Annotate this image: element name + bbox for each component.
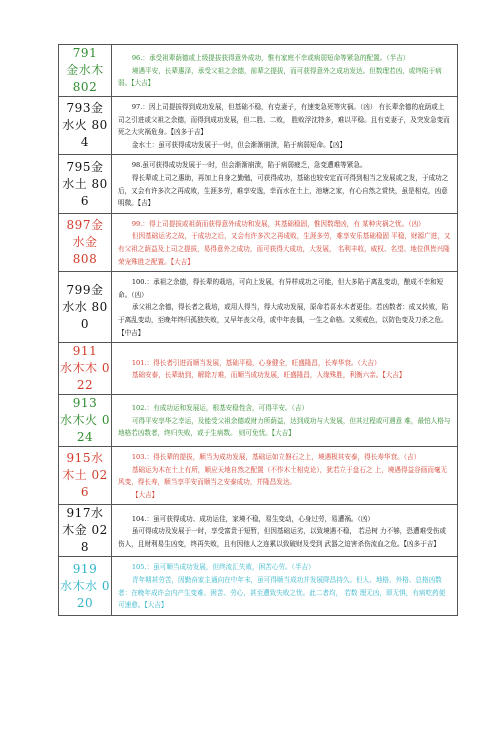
row-paragraph: 100.：承祖之余德，得长辈的栽培，可向上发展，有异样成功之可能，但大多陷于离乱变动，酿成不幸和短命。（凶）	[118, 278, 444, 299]
row-paragraph: 承父祖之余德，得长者之栽培，或用人得当，得大成功发展，原命若喜水木者更佳。若凶数者：成又转败，陷于离乱变动，至晚年终归孤独失败，又早年丧父母，或中年丧偶，一生之命格。又须戒色，以防色变及刀杀之危。【中吉】	[118, 303, 449, 337]
row-description-cell	[112, 272, 458, 343]
row-code-cell: 793金 水火 80 4	[59, 97, 112, 155]
row-paragraph: 基础运为木在土上有所，顺应天地自然之配置（不作木土相克论），犹若立于盘石之 上，境遇得益谷画而毫无风变，得长寿，顺当享平安而顺当之安泰成功，并隆昌发达。	[118, 465, 448, 487]
row-code-cell: 791 金水木 802	[59, 45, 112, 97]
row-paragraph: 99.：得上司提拔或祖荫而获得意外成功和发展，其基础稳固，惟因数理凶，有 某种灾祸之忧。（凶）	[131, 219, 425, 228]
row-code-cell: 911 水木木 0 22	[59, 343, 112, 395]
row-paragraph: 【大吉】	[131, 490, 159, 499]
row-code-cell: 799金 水水 80 0	[59, 272, 112, 343]
row-description-cell	[112, 213, 458, 271]
row-code-cell: 919 水木水 0 20	[59, 557, 112, 615]
row-description-cell	[112, 447, 458, 505]
row-code-cell: 897金 水金 808	[59, 213, 112, 271]
row-description-cell	[112, 505, 458, 557]
row-paragraph: 98.虽可获得成功发展于一时，但会渐渐崩溃，陷于病弱疲乏，急变遭难等紧急。	[131, 161, 367, 170]
row-paragraph: 虽可得成功及发展于一时，享受富贵于短暂，但因基础运劣，以致境遇不稳， 若忌树 力不够，恐遭难受伤或伤人，且财利易生凶变，终再失败，且有因他人之连累以致破财及受到 武器之迫害杀伤流血之危。【凶多于吉】	[118, 527, 446, 548]
row-paragraph: 境遇平安，长辈惠泽，承受父祖之余德，前辈之提拔，而可获得意外之成功发达。但数理若凶，或终陷于病弱。【大吉】	[118, 66, 442, 88]
row-paragraph: 基础安泰，长辈助到，解除万难，而顺当成功发展，旺盛隆昌，人缘殊胜，利衡六亲。【大吉】	[131, 371, 406, 380]
numerology-table	[58, 44, 458, 616]
row-paragraph: 101.：得长者引进而顺当发展，基础平稳，心身健全，旺盛隆昌，长寿华衰。（大吉）	[131, 358, 381, 367]
row-paragraph: 青年期甚劳苦，因勤奋家主通向在中年末，虽可得顺当成功并发展降昌持久。但人、地格、外格、总格凶数者：在晚年成许会内产生变难、困苦、劳心，甚至遭致失败之忧。此二者均， 若数 理无凶，即无惧，有病吃药便可速愈。【大吉】	[118, 576, 446, 610]
row-description-cell	[112, 97, 458, 155]
table-row	[59, 272, 458, 343]
row-paragraph: 96.：承受祖辈荫德或上级提拔获得意外成功，惟有家庭不幸或病弱短命等紧急的配置。（半吉）	[131, 54, 410, 63]
row-code-cell: 917水 木金 02 8	[59, 505, 112, 557]
row-paragraph: 可得平安享华之幸运，及能受父祖余德或财力所荫益，达到成功与大发展，但其过程或可遇意 难，最怕人格与地格若凶数者，终归失败，或于生病数。 则可免忧。【大吉】	[118, 416, 451, 438]
table-row	[59, 557, 458, 615]
row-paragraph: 97.：因上司提拔得到成功发展，但基础不稳，有克妻子，有速变急死等灾祸。（凶） 有长辈余德的庇荫或上司之引进或父祖之余德，而得到成功发展，但二胜、二败， 胜败浮沈特多，难以平稳。且有克妻子，及突发急变而死之大灾祸危身。【凶多于吉】	[118, 103, 450, 137]
row-description-cell	[112, 557, 458, 615]
table-row	[59, 155, 458, 213]
row-description-cell	[112, 45, 458, 97]
table-row	[59, 395, 458, 447]
row-code-cell: 795金 水土 80 6	[59, 155, 112, 213]
row-description-cell	[112, 395, 458, 447]
row-code-cell: 913 水木火 0 24	[59, 395, 112, 447]
table-row	[59, 213, 458, 271]
row-paragraph: 104.：虽可获得成功、成功运佳，家境不稳，易生变动，心身过劳，易遭祸。（凶）	[131, 514, 375, 523]
row-paragraph: 102.：有成功运和发展运，根基安稳性含，可得平安。（吉）	[131, 404, 309, 413]
table-row	[59, 97, 458, 155]
row-paragraph: 金水土：虽可获得成功发展于一时，但会渐渐崩溃，陷于病弱短命。【凶】	[131, 140, 347, 149]
table-row	[59, 505, 458, 557]
row-paragraph: 但因基础运劣之故，于成功之后，又会有许多次之再成败，生涯多劳，难享安乐基础稳固 平稳，财源广进，又有父祖之荫益及上司之提拔，易得意外之成功，而可获得大成功，大发展， 名利丰收，威权、名望、地位俱皆兴隆荣宠殊胜之配置。【大吉】	[118, 232, 451, 266]
row-code-cell: 915水 木土 02 6	[59, 447, 112, 505]
table-row	[59, 343, 458, 395]
table-body	[59, 45, 458, 616]
table-row	[59, 45, 458, 97]
table-row	[59, 447, 458, 505]
row-paragraph: 103.：得长辈的提拔，顺当为成功发展，基础运如立磐石之上，境遇极其安泰，得长寿华衰。（吉）	[131, 453, 421, 462]
row-paragraph: 105.：虽可顺当成功发展，但终流汇失败，困苦心劳。（半吉）	[131, 563, 315, 572]
row-paragraph: 得长辈或上司之惠助，再加上自身之勤勉，可获得成功，基础也较安定而可得到相当之发展或之发，于成功之后，又会有许多次之再成败，生涯多劳，难享安逸，幸而水在土上，池塘之家，有心自然之赏快，虽是相克，凶意明微。【吉】	[118, 173, 449, 208]
row-description-cell	[112, 155, 458, 213]
row-description-cell	[112, 343, 458, 395]
